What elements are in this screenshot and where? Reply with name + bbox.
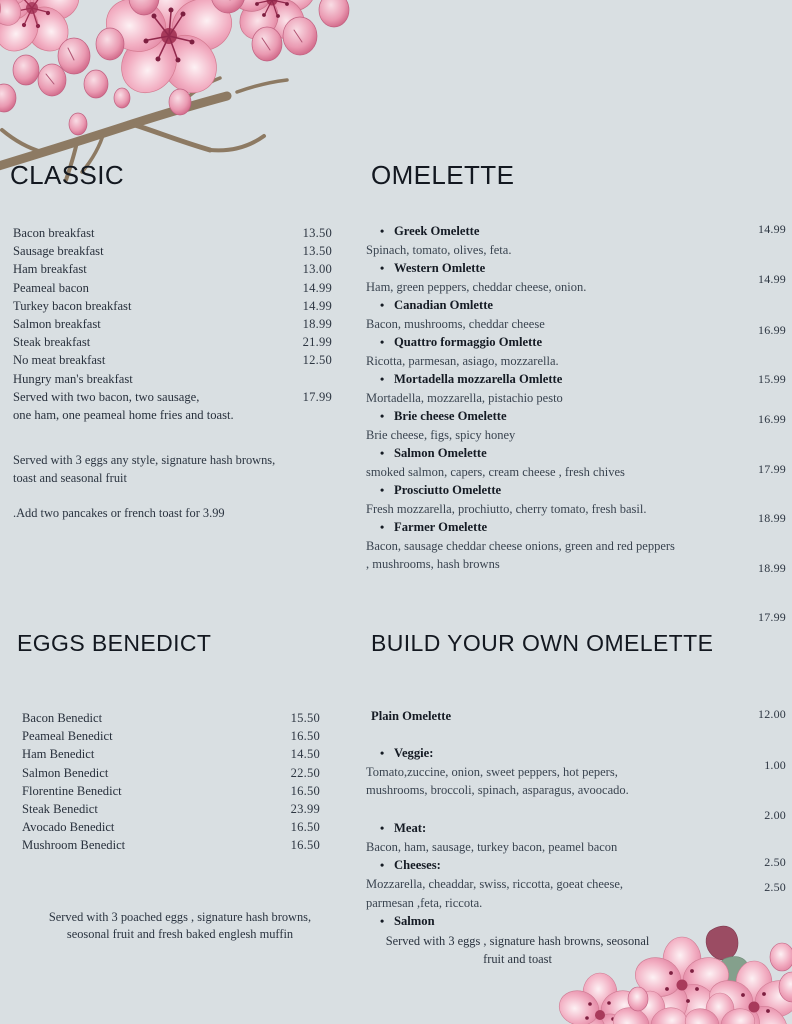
omelette-item-price: 16.99	[758, 322, 786, 337]
benedict-item-list	[0, 709, 360, 855]
omelette-item	[366, 444, 792, 481]
menu-item-row	[13, 406, 332, 424]
omelette-item	[366, 370, 792, 407]
bullet-icon: •	[380, 335, 385, 349]
menu-item-row	[13, 351, 332, 369]
omelette-item-description-cont: , mushrooms, hash browns	[366, 557, 500, 571]
menu-item-row	[13, 279, 332, 297]
omelette-item-price: 16.99	[758, 411, 786, 426]
bullet-icon: •	[380, 520, 385, 534]
omelette-item-label: Mortadella mozzarella Omlette	[394, 372, 563, 386]
omelette-item-price: 17.99	[758, 609, 786, 624]
build-group-label: Salmon	[394, 914, 435, 929]
omelette-item-label: Western Omlette	[394, 261, 486, 275]
benedict-note-line-1: Served with 3 poached eggs , signature hash browns,	[48, 909, 312, 924]
menu-item-name: Salmon Benedict	[22, 765, 109, 780]
bullet-icon: •	[380, 746, 385, 760]
omelette-item-description: Bacon, sausage cheddar cheese onions, green and red peppers	[366, 538, 675, 553]
menu-item-row	[13, 242, 332, 260]
menu-item-name: Bacon breakfast	[13, 226, 95, 240]
bullet-icon: •	[380, 372, 385, 386]
omelette-item-label: Prosciutto Omelette	[394, 483, 502, 497]
classic-addon-note: .Add two pancakes or french toast for 3.99	[13, 506, 225, 521]
classic-serving-note	[0, 452, 360, 487]
classic-note-line-1: Served with 3 eggs any style, signature hash browns,	[13, 453, 276, 468]
omelette-item-price: 18.99	[758, 561, 786, 576]
omelette-item	[366, 333, 792, 370]
build-group-description: Tomato,zuccine, onion, sweet peppers, hot pepers,	[366, 764, 618, 779]
menu-item-row	[22, 745, 320, 763]
classic-item-list	[0, 224, 360, 424]
menu-item-name: Peameal Benedict	[22, 729, 113, 744]
menu-item-price: 16.50	[290, 783, 320, 798]
menu-item-row	[13, 224, 332, 242]
omelette-item-description: Ham, green peppers, cheddar cheese, onion.	[366, 279, 587, 294]
menu-item-price: 13.50	[302, 226, 332, 240]
omelette-item-description: smoked salmon, capers, cream cheese , fresh chives	[366, 464, 625, 479]
omelette-item-description: Bacon, mushrooms, cheddar cheese	[366, 316, 545, 331]
bullet-icon: •	[380, 821, 385, 836]
menu-item-price: 16.50	[290, 838, 320, 853]
menu-item-price: 18.99	[302, 317, 332, 332]
menu-item-name: Florentine Benedict	[22, 783, 122, 798]
menu-item-name: Steak Benedict	[22, 802, 98, 817]
menu-item-row	[13, 315, 332, 333]
menu-item-row	[13, 370, 332, 388]
menu-item-price: 14.50	[290, 747, 320, 762]
menu-item-row	[13, 333, 332, 351]
build-note-line-1: Served with 3 eggs , signature hash browns, seosonal	[385, 933, 650, 948]
menu-item-price: 17.99	[302, 389, 332, 404]
build-your-own-section	[366, 630, 792, 968]
omelette-item	[366, 296, 792, 333]
build-group-list	[366, 744, 792, 931]
build-note-line-2: fruit and toast	[483, 951, 552, 966]
cherry-blossom-top-left-decoration	[0, 0, 402, 184]
menu-item-name: No meat breakfast	[13, 353, 106, 368]
omelette-section	[366, 160, 792, 624]
benedict-heading: EGGS BENEDICT	[17, 630, 212, 656]
omelette-item-name	[366, 222, 792, 241]
menu-item-name: Bacon Benedict	[22, 711, 103, 725]
omelette-item-label: Greek Omelette	[394, 224, 480, 238]
menu-item-row	[13, 260, 332, 278]
menu-item-name: Served with two bacon, two sausage,	[13, 389, 200, 404]
menu-item-price: 23.99	[290, 802, 320, 817]
omelette-item-name	[366, 518, 792, 537]
build-content	[366, 707, 792, 968]
classic-section	[0, 160, 360, 523]
omelette-item-label: Farmer Omelette	[394, 520, 488, 534]
build-group	[366, 819, 792, 856]
menu-item-price: 14.99	[302, 298, 332, 313]
benedict-section	[0, 630, 360, 944]
omelette-item-name	[366, 407, 792, 426]
omelette-item-name	[366, 333, 792, 352]
menu-item-name: Salmon breakfast	[13, 317, 101, 332]
omelette-item-price: 17.99	[758, 461, 786, 476]
build-group	[366, 912, 792, 931]
bullet-icon: •	[380, 261, 385, 275]
omelette-item-price: 14.99	[758, 272, 786, 287]
menu-item-name: Peameal bacon	[13, 280, 89, 295]
bullet-icon: •	[380, 409, 385, 423]
menu-item-price: 13.50	[302, 244, 332, 259]
omelette-item-name	[366, 259, 792, 278]
omelette-item-description: Ricotta, parmesan, asiago, mozzarella.	[366, 353, 559, 368]
menu-item-name: Steak breakfast	[13, 335, 91, 350]
build-group-price: 1.00	[764, 758, 786, 772]
menu-item-row	[22, 800, 320, 818]
build-group-name	[366, 819, 792, 838]
menu-item-name: Avocado Benedict	[22, 820, 115, 835]
omelette-item	[366, 259, 792, 296]
classic-note-line-2: toast and seasonal fruit	[13, 470, 127, 485]
build-group-price: 2.00	[764, 808, 786, 822]
omelette-item-name	[366, 296, 792, 315]
menu-item-row	[22, 764, 320, 782]
menu-item-name: Ham breakfast	[13, 262, 87, 277]
menu-item-price: 15.50	[290, 711, 320, 725]
menu-item-name: one ham, one peameal home fries and toast.	[13, 408, 234, 423]
build-group-label: Cheeses:	[394, 858, 441, 873]
plain-omelette-price: 12.00	[758, 707, 786, 721]
omelette-heading: OMELETTE	[371, 160, 515, 190]
build-group-description-cont: mushrooms, broccoli, spinach, asparagus, avoocado.	[366, 783, 629, 798]
build-group-description: Mozzarella, cheaddar, swiss, riccotta, goeat cheese,	[366, 876, 624, 891]
bullet-icon: •	[380, 298, 385, 312]
menu-item-name: Sausage breakfast	[13, 244, 104, 259]
omelette-item-description: Fresh mozzarella, prochiutto, cherry tomato, fresh basil.	[366, 501, 647, 516]
menu-item-row	[13, 388, 332, 406]
menu-item-price: 16.50	[290, 820, 320, 835]
build-group-label: Meat:	[394, 821, 427, 836]
omelette-item	[366, 222, 792, 259]
menu-item-price: 21.99	[302, 335, 332, 350]
omelette-item-name	[366, 444, 792, 463]
build-serving-note	[366, 933, 792, 968]
omelette-item	[366, 407, 792, 444]
bullet-icon: •	[380, 483, 385, 497]
omelette-item-description: Brie cheese, figs, spicy honey	[366, 427, 516, 442]
bullet-icon: •	[380, 914, 385, 929]
build-group-name	[366, 912, 792, 931]
omelette-item-label: Salmon Omelette	[394, 446, 487, 460]
menu-item-price: 14.99	[302, 280, 332, 295]
build-group-name	[366, 856, 792, 875]
omelette-item-name	[366, 370, 792, 389]
bullet-icon: •	[380, 446, 385, 460]
omelette-item	[366, 518, 792, 574]
omelette-item-price: 15.99	[758, 372, 786, 387]
omelette-item-name	[366, 481, 792, 500]
omelette-item-description: Mortadella, mozzarella, pistachio pesto	[366, 390, 563, 405]
menu-item-row	[13, 297, 332, 315]
omelette-item	[366, 481, 792, 518]
bullet-icon: •	[380, 858, 385, 873]
build-group-description-cont: parmesan ,feta, riccota.	[366, 895, 483, 910]
build-group	[366, 744, 792, 800]
omelette-item-label: Canadian Omlette	[394, 298, 493, 312]
classic-heading: CLASSIC	[10, 160, 125, 190]
build-heading: BUILD YOUR OWN OMELETTE	[371, 630, 714, 656]
menu-item-row	[22, 836, 320, 854]
menu-item-row	[22, 709, 320, 727]
omelette-item-label: Quattro formaggio Omlette	[394, 335, 543, 349]
bullet-icon: •	[380, 224, 385, 238]
benedict-serving-note	[0, 909, 360, 944]
menu-item-row	[22, 818, 320, 836]
plain-omelette-label: Plain Omelette	[371, 709, 452, 723]
build-group-description: Bacon, ham, sausage, turkey bacon, peamel bacon	[366, 839, 618, 854]
menu-item-price: 13.00	[302, 262, 332, 277]
menu-item-name: Ham Benedict	[22, 747, 95, 762]
benedict-note-line-2: seosonal fruit and fresh baked englesh muffin	[66, 927, 294, 942]
menu-item-price: 12.50	[302, 353, 332, 368]
omelette-item-label: Brie cheese Omelette	[394, 409, 507, 423]
omelette-item-price: 18.99	[758, 510, 786, 525]
menu-item-name: Turkey bacon breakfast	[13, 298, 132, 313]
menu-item-name: Mushroom Benedict	[22, 838, 126, 853]
menu-item-price: 16.50	[290, 729, 320, 744]
menu-item-row	[22, 782, 320, 800]
menu-item-price: 22.50	[290, 765, 320, 780]
omelette-item-price: 14.99	[758, 222, 786, 236]
omelette-item-list	[366, 222, 792, 624]
build-group-price: 2.50	[764, 880, 786, 894]
build-group-label: Veggie:	[394, 746, 434, 760]
menu-item-row	[22, 727, 320, 745]
build-group-price: 2.50	[764, 855, 786, 869]
build-group	[366, 856, 792, 912]
omelette-item-description: Spinach, tomato, olives, feta.	[366, 242, 512, 257]
menu-item-name: Hungry man's breakfast	[13, 371, 133, 386]
build-group-name	[366, 744, 792, 763]
